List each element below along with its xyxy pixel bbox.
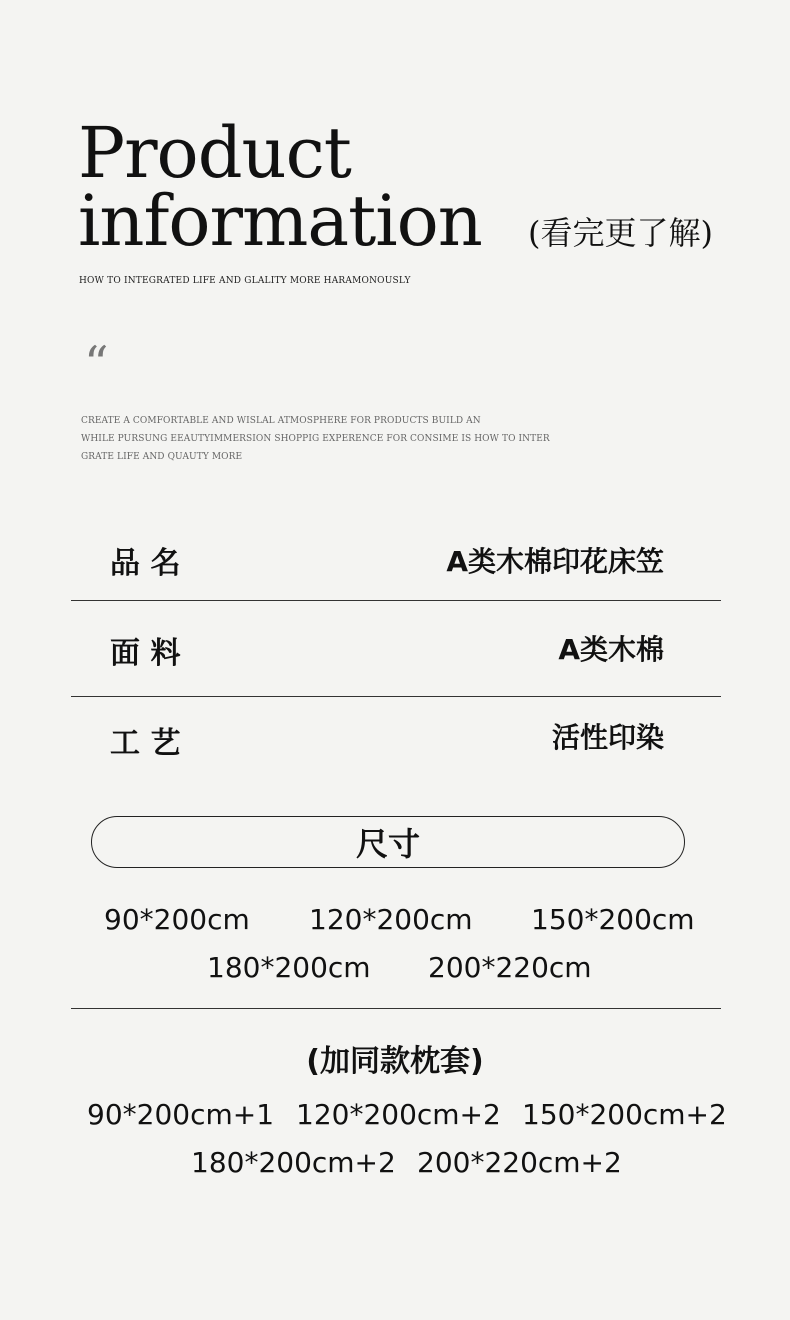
tagline: HOW TO INTEGRATED LIFE AND GLALITY MORE HARAMONOUSLY [79, 276, 411, 286]
spec-value-craft: 活性印染 [551, 721, 664, 754]
intro-line: WHILE PURSUNG EEAUTYIMMERSION SHOPPIG EXPERENCE FOR CONSIME IS HOW TO INTER [81, 434, 550, 444]
quote-open-icon: “ [84, 336, 109, 392]
size-option: 200*220cm [428, 951, 592, 984]
spec-label-craft: 工 艺 [110, 726, 181, 761]
title-line-1: Product [78, 112, 351, 194]
size-heading-pill [91, 816, 685, 868]
spec-label-fabric: 面 料 [110, 636, 181, 671]
size-heading: 尺寸 [355, 825, 420, 863]
pillow-heading: (加同款枕套) [306, 1044, 484, 1079]
spec-value-name: A类木棉印花床笠 [446, 545, 664, 578]
size-option: 180*200cm [207, 951, 371, 984]
size-option: 120*200cm [309, 903, 473, 936]
subtitle-cn: (看完更了解) [528, 214, 713, 252]
spec-label-name: 品 名 [110, 546, 181, 581]
divider [71, 600, 721, 601]
title-line-2: information [78, 180, 482, 262]
spec-value-fabric: A类木棉 [558, 633, 664, 666]
size-option: 90*200cm [104, 903, 250, 936]
pillow-size-option: 120*200cm+2 [296, 1098, 501, 1131]
pillow-size-option: 200*220cm+2 [417, 1146, 622, 1179]
intro-blurb [81, 412, 561, 466]
pillow-size-option: 90*200cm+1 [87, 1098, 275, 1131]
pillow-size-option: 180*200cm+2 [191, 1146, 396, 1179]
intro-line: CREATE A COMFORTABLE AND WISLAL ATMOSPHERE FOR PRODUCTS BUILD AN [81, 416, 481, 426]
pillow-size-option: 150*200cm+2 [522, 1098, 727, 1131]
size-option: 150*200cm [531, 903, 695, 936]
divider [71, 1008, 721, 1009]
intro-line: GRATE LIFE AND QUAUTY MORE [81, 452, 243, 462]
divider [71, 696, 721, 697]
